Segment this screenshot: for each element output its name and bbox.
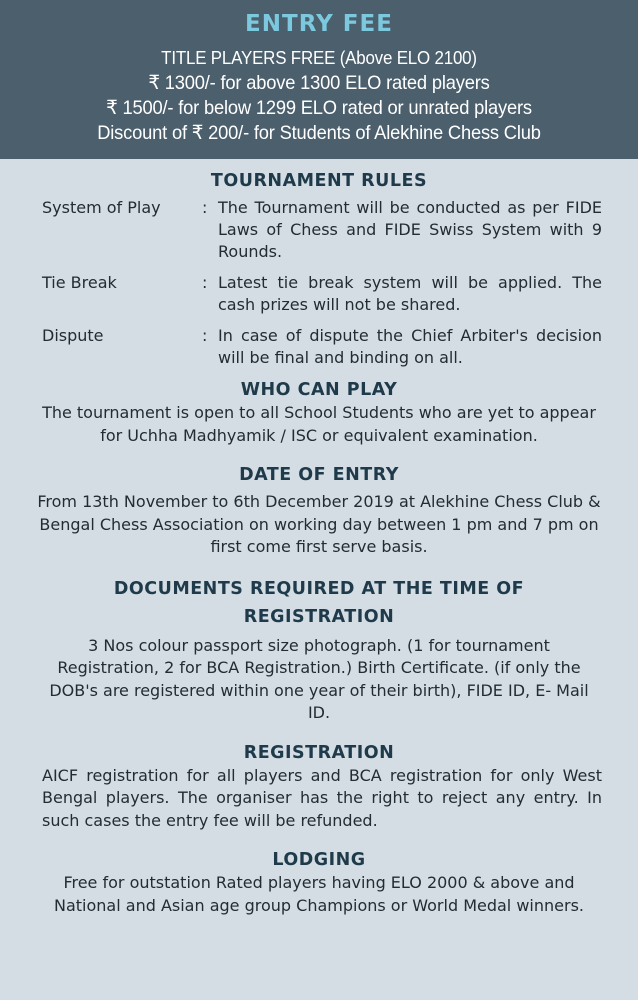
rule-colon: : xyxy=(202,198,208,217)
who-can-play-text: The tournament is open to all School Students who are yet to appear for Uchha Madhyamik / ISC or equivalent examination. xyxy=(42,403,596,445)
rule-label: Dispute xyxy=(42,326,104,345)
rule-colon: : xyxy=(202,326,208,345)
rule-row xyxy=(0,197,638,263)
rule-text: In case of dispute the Chief Arbiter's decision will be final and binding on all. xyxy=(218,326,602,367)
who-can-play-section xyxy=(0,378,638,447)
rule-text: The Tournament will be conducted as per FIDE Laws of Chess and FIDE Swiss System with 9 Rounds. xyxy=(218,198,602,261)
registration-text: AICF registration for all players and BCA registration for only West Bengal players. The organiser has the right to reject any entry. In such cases the entry fee will be refunded. xyxy=(42,765,602,830)
rule-row xyxy=(0,272,638,316)
date-of-entry-section xyxy=(0,463,638,559)
rule-colon: : xyxy=(202,273,208,292)
fee-line-above-1300: ₹ 1300/- for above 1300 ELO rated players xyxy=(148,72,490,94)
lodging-section xyxy=(0,848,638,917)
tournament-rules-title: TOURNAMENT RULES xyxy=(210,171,428,191)
registration-title: REGISTRATION xyxy=(243,742,395,763)
lodging-text: Free for outstation Rated players having ELO 2000 & above and National and Asian age group Champions or World Medal winners. xyxy=(54,873,584,915)
tournament-rules-section xyxy=(0,169,638,369)
documents-text: 3 Nos colour passport size photograph. (1 for tournament Registration, 2 for BCA Registration.) Birth Certificate. (if only the DOB's are registered within one year of their birth), FIDE ID, E- Mail ID. xyxy=(49,635,589,722)
entry-fee-section xyxy=(0,0,638,159)
rule-label: Tie Break xyxy=(42,273,117,292)
date-of-entry-text: From 13th November to 6th December 2019 at Alekhine Chess Club & Bengal Chess Association on working day between 1 pm and 7 pm on first come first serve basis. xyxy=(37,492,601,556)
rule-text: Latest tie break system will be applied. The cash prizes will not be shared. xyxy=(218,273,602,314)
date-of-entry-title: DATE OF ENTRY xyxy=(239,465,399,485)
rule-label: System of Play xyxy=(42,198,161,217)
fee-line-below-1299: ₹ 1500/- for below 1299 ELO rated or unrated players xyxy=(106,97,532,119)
who-can-play-title: WHO CAN PLAY xyxy=(240,380,398,400)
entry-fee-title: ENTRY FEE xyxy=(245,11,393,37)
registration-section xyxy=(0,741,638,833)
documents-title: DOCUMENTS REQUIRED AT THE TIME OF REGISTRATION xyxy=(113,578,525,627)
documents-section xyxy=(0,575,638,725)
rule-row xyxy=(0,325,638,369)
fee-line-discount: Discount of ₹ 200/- for Students of Alekhine Chess Club xyxy=(97,122,541,144)
lodging-title: LODGING xyxy=(272,850,366,870)
fee-line-title-players: TITLE PLAYERS FREE (Above ELO 2100) xyxy=(161,48,477,68)
